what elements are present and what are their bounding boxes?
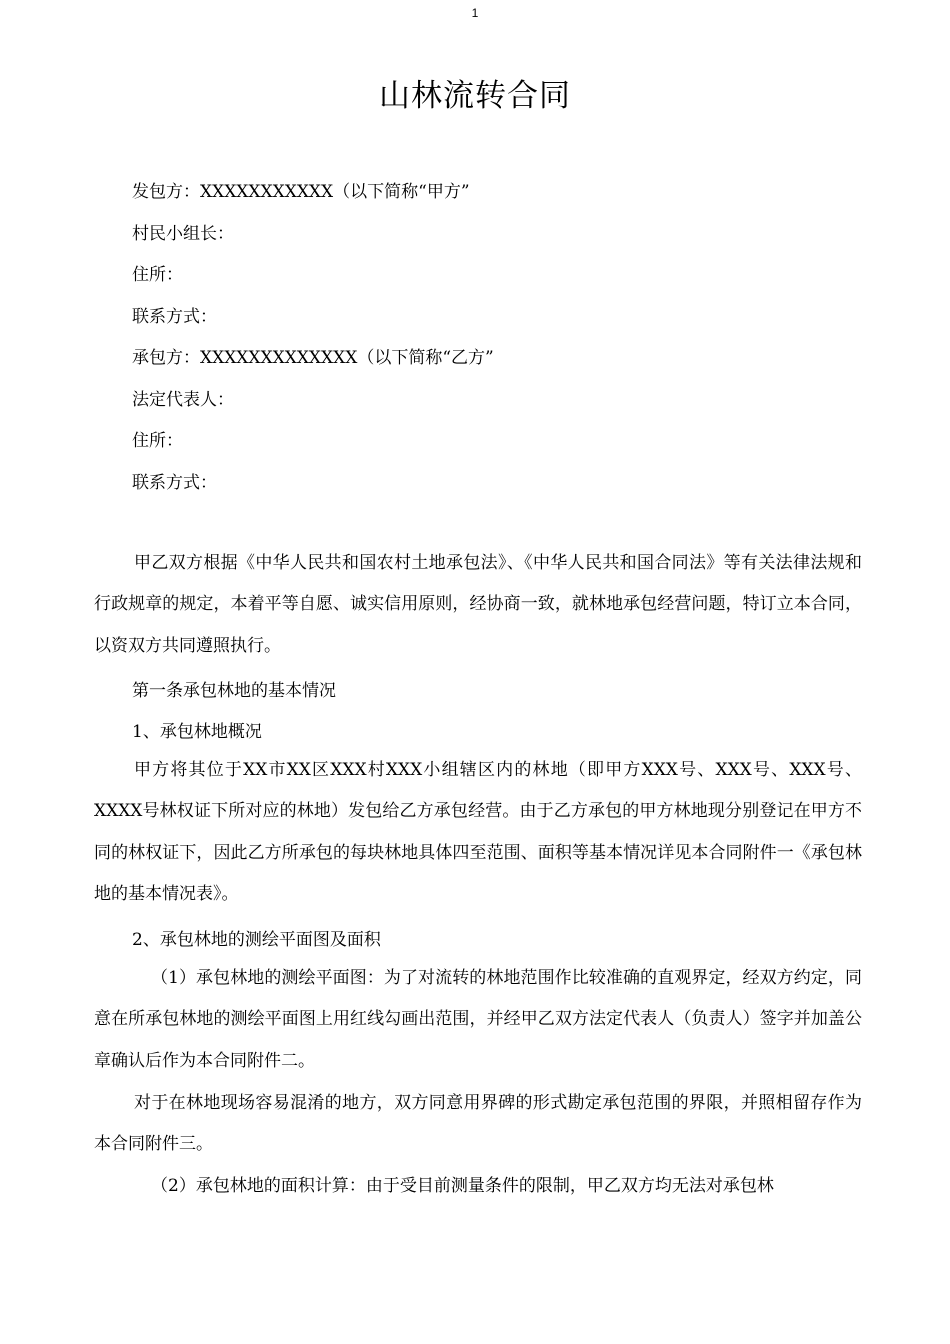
party-b-address-label: 住所： (132, 431, 183, 451)
section-2-item-1-paragraph: （1）承包林地的测绘平面图：为了对流转的林地范围作比较准确的直观界定，经双方约定，同意在所承包林地的测绘平面图上用红线勾画出范围，并经甲乙双方法定代表人（负责人）签字并加盖公章确认后作为本合同附件二。 (94, 968, 862, 1071)
preamble-paragraph: 甲乙双方根据《中华人民共和国农村土地承包法》、《中华人民共和国合同法》等有关法律法规和行政规章的规定，本着平等自愿、诚实信用原则，经协商一致，就林地承包经营问题，特订立本合同，以资双方共同遵照执行。 (94, 553, 862, 656)
section-2-boundary-paragraph: 对于在林地现场容易混淆的地方，双方同意用界碑的形式勘定承包范围的界限，并照相留存作为本合同附件三。 (94, 1093, 862, 1155)
contractor-party-a: 发包方：XXXXXXXXXXX（以下简称“甲方” (132, 182, 470, 202)
party-a-contact-label: 联系方式： (132, 307, 217, 327)
party-a-address-label: 住所： (132, 265, 183, 285)
article-1-title: 第一条承包林地的基本情况 (132, 681, 336, 701)
legal-representative-label: 法定代表人： (132, 390, 234, 410)
page-number: 1 (471, 6, 479, 20)
section-2-item-2-paragraph: （2）承包林地的面积计算：由于受目前测量条件的限制，甲乙双方均无法对承包林 (151, 1176, 774, 1196)
village-group-leader-label: 村民小组长： (132, 224, 234, 244)
section-2-title: 2、承包林地的测绘平面图及面积 (132, 930, 381, 950)
contractee-party-b: 承包方：XXXXXXXXXXXXX（以下简称“乙方” (132, 348, 494, 368)
section-1-title: 1、承包林地概况 (132, 722, 262, 742)
party-b-contact-label: 联系方式： (132, 473, 217, 493)
document-title: 山林流转合同 (379, 78, 571, 114)
section-1-paragraph: 甲方将其位于XX市XX区XXX村XXX小组辖区内的林地（即甲方XXX号、XXX号、XXX号、XXXX号林权证下所对应的林地）发包给乙方承包经营。由于乙方承包的甲方林地现分别登记在甲方不同的林权证下，因此乙方所承包的每块林地具体四至范围、面积等基本情况详见本合同附件一《承包林地的基本情况表》。 (94, 760, 862, 905)
